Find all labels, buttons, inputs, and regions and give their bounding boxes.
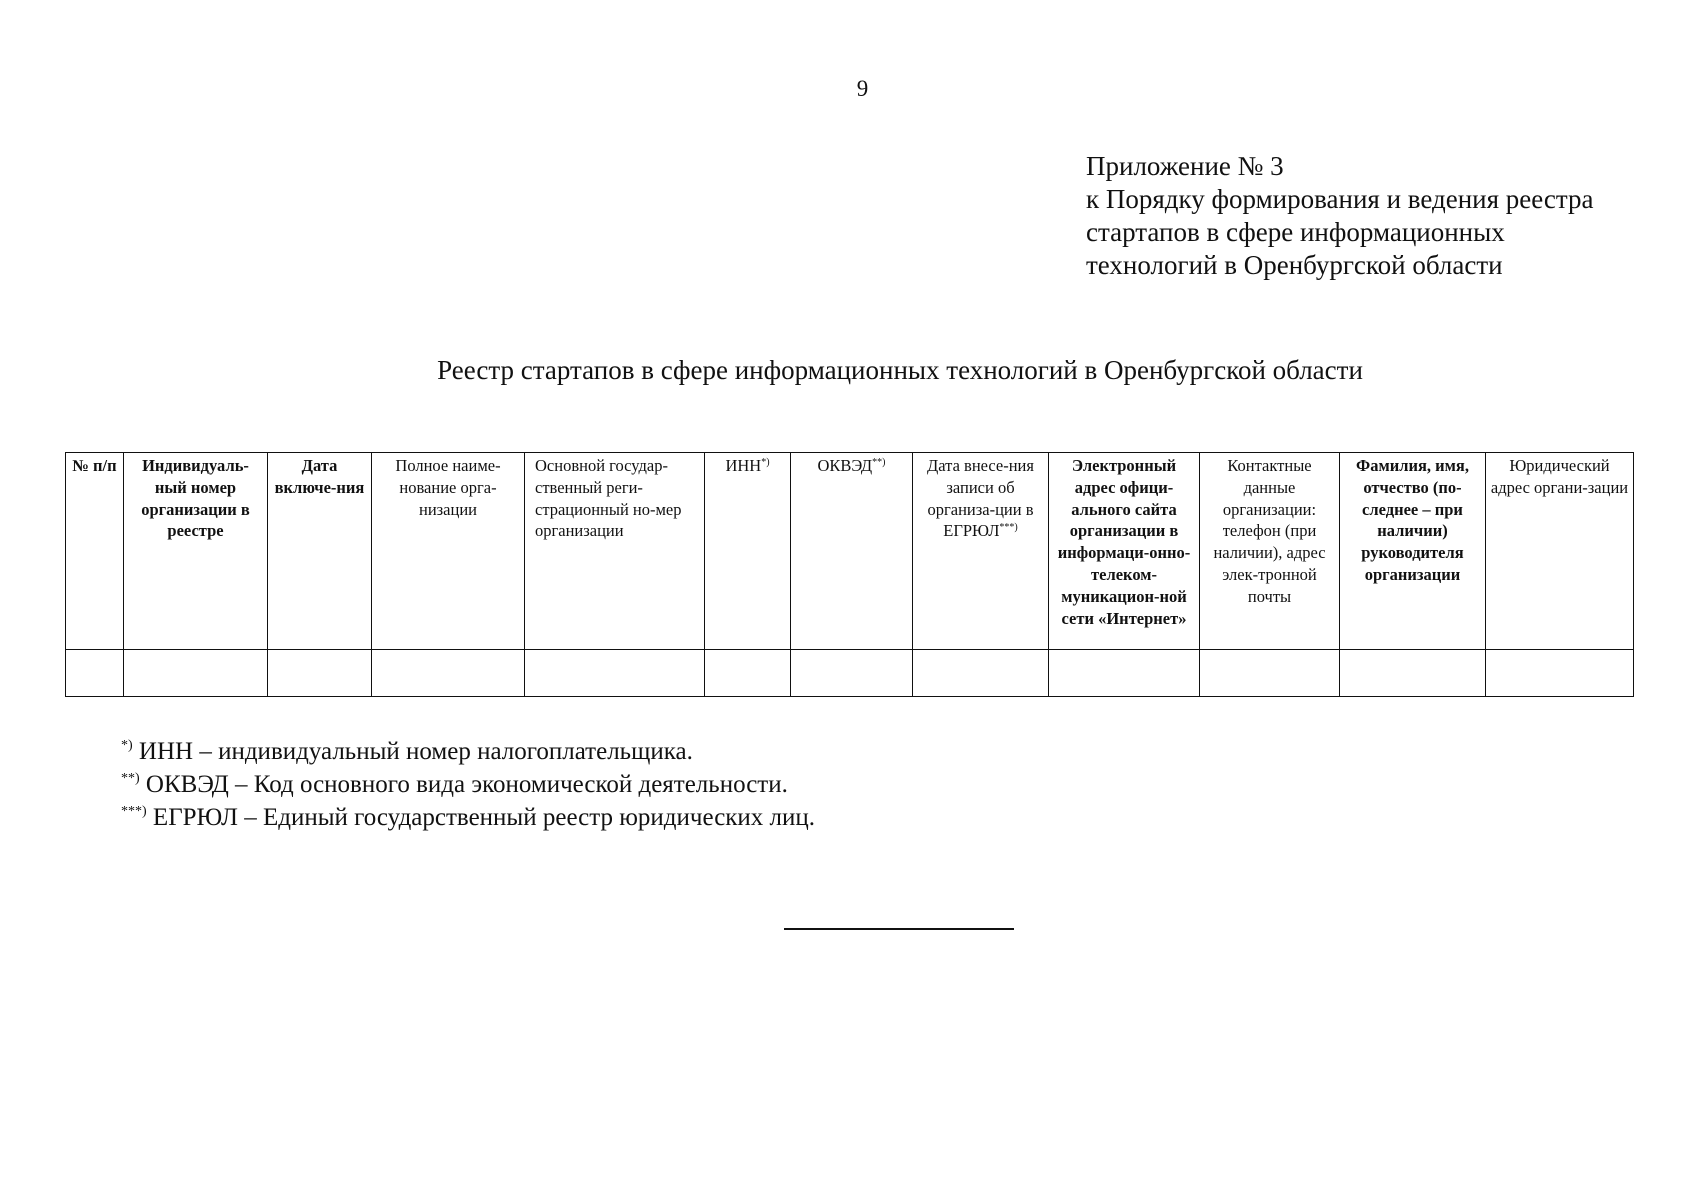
header-cell-inn: ИНН*): [705, 453, 791, 650]
table-cell: [372, 650, 525, 697]
appendix-line-3: стартапов в сфере информационных: [1086, 217, 1505, 247]
table-header-row: [66, 453, 1634, 650]
table-cell: [1486, 650, 1634, 697]
header-cell-inclusion-date: Дата включе-ния: [268, 453, 372, 650]
table-cell: [1340, 650, 1486, 697]
footnote-text: ЕГРЮЛ – Единый государственный реестр юридических лиц.: [146, 804, 816, 831]
table-cell: [791, 650, 913, 697]
header-cell-number: № п/п: [66, 453, 124, 650]
footnote-mark: *): [121, 738, 133, 753]
footnote-text: ОКВЭД – Код основного вида экономической деятельности.: [139, 771, 788, 798]
table-cell: [66, 650, 124, 697]
table-cell: [525, 650, 705, 697]
table-cell: [124, 650, 268, 697]
header-cell-okved: ОКВЭД**): [791, 453, 913, 650]
header-cell-legal-address: Юридический адрес органи-зации: [1486, 453, 1634, 650]
footnote-mark: **): [121, 771, 140, 786]
appendix-block: [1086, 150, 1594, 282]
appendix-line-4: технологий в Оренбургской области: [1086, 250, 1503, 280]
header-cell-ogrn: Основной государ-ственный реги-страционный но-мер организации: [525, 453, 705, 650]
footnote-text: ИНН – индивидуальный номер налогоплательщика.: [132, 738, 693, 765]
page-number: 9: [856, 76, 869, 101]
table-cell: [1049, 650, 1200, 697]
table-cell: [268, 650, 372, 697]
appendix-line-2: к Порядку формирования и ведения реестра: [1086, 184, 1594, 214]
header-cell-registry-id: Индивидуаль-ный номер организации в реестре: [124, 453, 268, 650]
table-cell: [913, 650, 1049, 697]
header-cell-full-name: Полное наиме-нование орга-низации: [372, 453, 525, 650]
end-divider: [784, 928, 1014, 930]
header-cell-head-name: Фамилия, имя, отчество (по-следнее – при наличии) руководителя организации: [1340, 453, 1486, 650]
document-title: Реестр стартапов в сфере информационных технологий в Оренбургской области: [437, 355, 1363, 385]
table-cell: [1200, 650, 1340, 697]
header-cell-website: Электронный адрес офици-ального сайта организации в информаци-онно-телеком-муникацион-ной сети «Интернет»: [1049, 453, 1200, 650]
header-cell-contacts: Контактные данные организации: телефон (при наличии), адрес элек-тронной почты: [1200, 453, 1340, 650]
footnote-okved: [121, 768, 815, 801]
table-cell: [705, 650, 791, 697]
appendix-line-1: Приложение № 3: [1086, 151, 1284, 181]
footnote-inn: [121, 735, 815, 768]
footnotes: [121, 735, 815, 834]
registry-table: [65, 452, 1634, 697]
table-row: [66, 650, 1634, 697]
footnote-mark: ***): [121, 804, 147, 819]
footnote-egrul: [121, 801, 815, 834]
header-cell-egrul-date: Дата внесе-ния записи об организа-ции в ЕГРЮЛ***): [913, 453, 1049, 650]
